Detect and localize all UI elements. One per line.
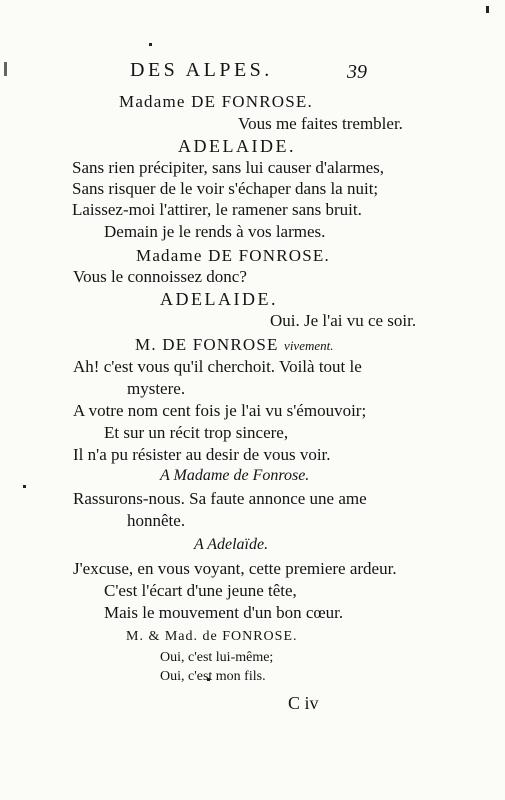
speaker-name: M. DE FONROSE: [135, 335, 279, 354]
verse-line: Rassurons-nous. Sa faute annonce une ame: [73, 489, 367, 508]
verse-line: Sans risquer de le voir s'échaper dans la nuit;: [72, 179, 379, 198]
speaker-label: [135, 336, 334, 353]
speaker-label: ADELAIDE.: [160, 289, 278, 309]
verse-line: J'excuse, en vous voyant, cette premiere ardeur.: [73, 559, 397, 578]
verse-line: Demain je le rends à vos larmes.: [104, 222, 326, 241]
verse-line: Mais le mouvement d'un bon cœur.: [104, 603, 344, 622]
stage-direction: vivement.: [284, 338, 334, 353]
verse-line: Laissez-moi l'attirer, le ramener sans bruit.: [72, 200, 362, 219]
speaker-label: Madame DE FONROSE.: [119, 92, 313, 111]
ink-speck: [4, 62, 7, 76]
verse-line: Sans rien précipiter, sans lui causer d'alarmes,: [72, 158, 385, 177]
speaker-label: M. & Mad. de FONROSE.: [126, 629, 298, 644]
verse-line: Vous le connoissez donc?: [73, 267, 247, 286]
verse-line: Il n'a pu résister au desir de vous voir.: [73, 445, 331, 464]
ink-speck: [486, 6, 489, 13]
stage-direction: A Madame de Fonrose.: [160, 467, 310, 484]
verse-line: honnête.: [127, 511, 186, 530]
speaker-label: ADELAIDE.: [178, 136, 296, 156]
signature-mark: C iv: [288, 693, 319, 713]
verse-line: Oui, c'est lui-même;: [160, 650, 274, 665]
ink-speck: [23, 485, 26, 488]
running-title: DES ALPES.: [130, 59, 273, 81]
verse-line: Oui, c'est mon fils.: [160, 669, 266, 684]
verse-line: Vous me faites trembler.: [238, 114, 403, 133]
verse-line: C'est l'écart d'une jeune tête,: [104, 581, 297, 600]
page-number: 39: [347, 61, 367, 83]
stage-direction: A Adelaïde.: [194, 536, 269, 553]
verse-line: mystere.: [127, 379, 186, 398]
verse-line: Et sur un récit trop sincere,: [104, 423, 289, 442]
verse-line: Oui. Je l'ai vu ce soir.: [270, 311, 417, 330]
speaker-label: Madame DE FONROSE.: [136, 246, 330, 265]
ink-speck: [149, 43, 152, 46]
verse-line: Ah! c'est vous qu'il cherchoit. Voilà tout le: [73, 357, 362, 376]
verse-line: A votre nom cent fois je l'ai vu s'émouvoir;: [73, 401, 367, 420]
